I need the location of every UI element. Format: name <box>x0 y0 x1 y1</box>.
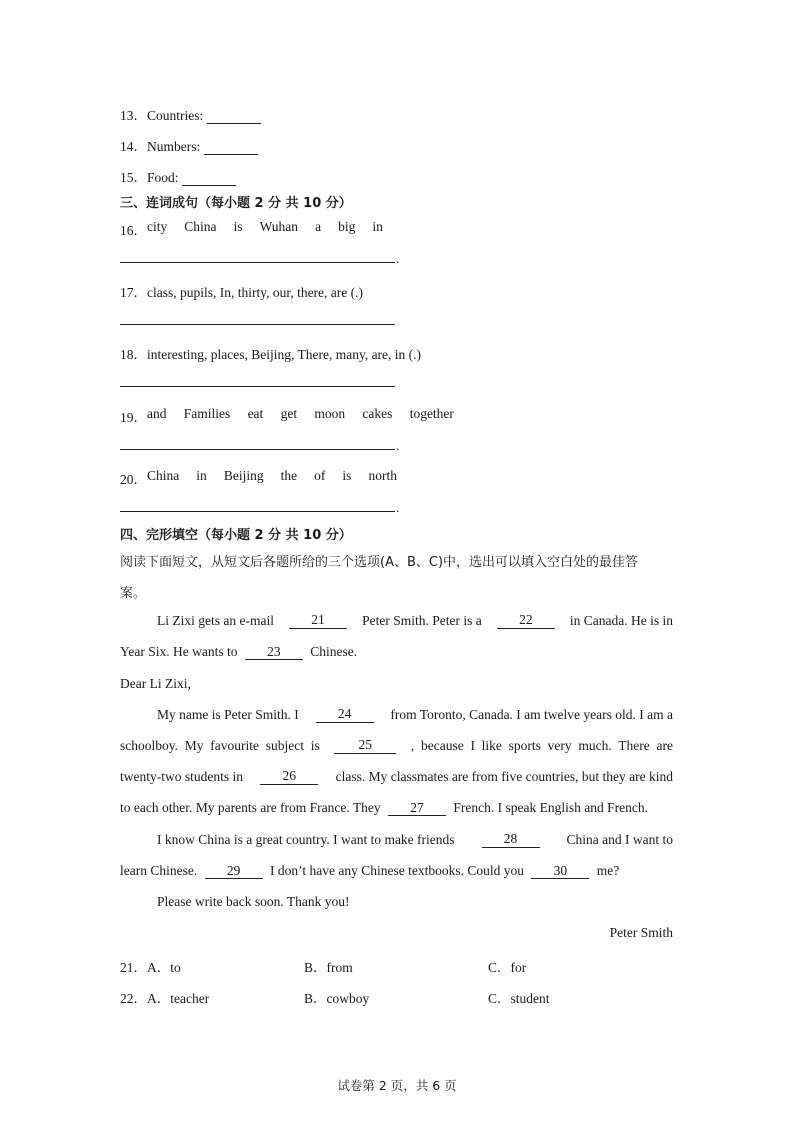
question-14 <box>120 135 258 155</box>
passage-text: in Canada. He is in <box>569 613 673 628</box>
question-text: interesting, places, Beijing, There, many, are, in (.) <box>147 347 422 362</box>
letter-greeting: Dear Li Zixi, <box>120 676 191 691</box>
passage-text: learn Chinese. <box>120 863 198 878</box>
option-b[interactable]: B．from <box>304 960 353 975</box>
blank-25[interactable]: 25 <box>334 738 396 754</box>
section-3-heading: 三、连词成句（每小题 2 分 共 10 分） <box>120 196 352 211</box>
passage-line <box>120 644 357 660</box>
question-15 <box>120 166 236 186</box>
passage-text: Li Zixi gets an e-mail <box>157 613 274 628</box>
word: is <box>342 468 352 483</box>
passage-text: Year Six. He wants to <box>120 644 238 659</box>
answer-blank[interactable] <box>207 109 261 124</box>
passage-text: My name is Peter Smith. I <box>157 707 299 722</box>
page-footer: 试卷第 2 页，共 6 页 <box>337 1078 457 1093</box>
question-16-words <box>147 219 383 235</box>
question-number: 17． <box>120 285 147 300</box>
option-a[interactable]: A．teacher <box>147 991 210 1006</box>
period-mark: . <box>396 438 400 453</box>
word: in <box>196 468 207 483</box>
word: is <box>233 219 243 234</box>
question-label: Numbers: <box>147 139 201 154</box>
word: north <box>368 468 397 483</box>
word: China <box>147 468 180 483</box>
word: big <box>338 219 356 234</box>
blank-26[interactable]: 26 <box>260 769 318 785</box>
word: a <box>315 219 322 234</box>
section-4-heading: 四、完形填空（每小题 2 分 共 10 分） <box>120 528 352 543</box>
word: get <box>280 406 298 421</box>
question-label: Countries: <box>147 108 204 123</box>
passage-text: China and I want to <box>566 832 673 847</box>
passage-text: twenty-two students in <box>120 769 243 784</box>
passage-text: schoolboy. My favourite subject is <box>120 738 320 753</box>
question-20-words <box>147 468 397 484</box>
letter-signature: Peter Smith <box>609 925 673 940</box>
question-number: 21． <box>120 960 147 975</box>
passage-line <box>120 769 673 785</box>
answer-blank[interactable] <box>204 140 258 155</box>
word: in <box>372 219 383 234</box>
answer-line[interactable] <box>120 511 395 512</box>
question-number: 15． <box>120 170 147 185</box>
option-row-22 <box>120 987 209 1007</box>
question-label: Food: <box>147 170 179 185</box>
passage-text: , because I like sports very much. There are <box>410 738 673 753</box>
question-19-words <box>147 406 454 422</box>
blank-21[interactable]: 21 <box>289 613 347 629</box>
question-20 <box>120 468 147 488</box>
passage-text: I don’t have any Chinese textbooks. Could you <box>269 863 524 878</box>
question-18 <box>120 343 421 363</box>
word: moon <box>314 406 346 421</box>
instruction-text: 阅读下面短文，从短文后各题所给的三个选项(A、B、C)中，选出可以填入空白处的最佳答 <box>120 555 639 570</box>
question-number: 22． <box>120 991 147 1006</box>
blank-28[interactable]: 28 <box>482 832 540 848</box>
question-19 <box>120 406 147 426</box>
word: the <box>280 468 298 483</box>
word: cakes <box>362 406 393 421</box>
option-b[interactable]: B．cowboy <box>304 991 370 1006</box>
word: Wuhan <box>259 219 299 234</box>
option-row-21 <box>120 956 181 976</box>
passage-line <box>120 800 648 816</box>
passage-text: French. I speak English and French. <box>453 800 648 815</box>
word: Beijing <box>223 468 264 483</box>
word: city <box>147 219 168 234</box>
question-number: 20． <box>120 472 147 487</box>
passage-text: me? <box>596 863 620 878</box>
passage-line <box>120 707 673 723</box>
question-17 <box>120 281 363 301</box>
blank-23[interactable]: 23 <box>245 645 303 660</box>
question-number: 16． <box>120 223 147 238</box>
period-mark: . <box>396 500 400 515</box>
instruction-text-cont: 案。 <box>120 586 147 601</box>
question-16 <box>120 219 147 239</box>
word: and <box>147 406 167 421</box>
passage-text: Chinese. <box>310 644 358 659</box>
question-text: class, pupils, In, thirty, our, there, are (.) <box>147 285 364 300</box>
option-a[interactable]: A．to <box>147 960 181 975</box>
question-number: 18． <box>120 347 147 362</box>
passage-line <box>120 613 673 629</box>
passage-text: from Toronto, Canada. I am twelve years old. I am a <box>390 707 673 722</box>
word: eat <box>247 406 264 421</box>
answer-line[interactable] <box>120 386 395 387</box>
passage-text: Peter Smith. Peter is a <box>362 613 482 628</box>
blank-30[interactable]: 30 <box>531 864 589 879</box>
passage-line <box>120 832 673 848</box>
passage-line <box>120 863 619 879</box>
passage-text: class. My classmates are from five countries, but they are kind <box>335 769 673 784</box>
question-number: 14． <box>120 139 147 154</box>
answer-line[interactable] <box>120 324 395 325</box>
question-13 <box>120 104 261 124</box>
answer-line[interactable] <box>120 449 395 450</box>
question-number: 19． <box>120 410 147 425</box>
word: together <box>409 406 454 421</box>
answer-blank[interactable] <box>182 171 236 186</box>
passage-text: to each other. My parents are from France. They <box>120 800 381 815</box>
blank-22[interactable]: 22 <box>497 613 555 629</box>
passage-line <box>120 738 673 754</box>
question-number: 13． <box>120 108 147 123</box>
period-mark: . <box>396 251 400 266</box>
blank-29[interactable]: 29 <box>205 864 263 879</box>
letter-closing: Please write back soon. Thank you! <box>157 894 350 909</box>
blank-24[interactable]: 24 <box>316 707 374 723</box>
passage-text: I know China is a great country. I want to make friends <box>157 832 455 847</box>
word: China <box>184 219 217 234</box>
option-c[interactable]: C．for <box>488 960 527 975</box>
blank-27[interactable]: 27 <box>388 801 446 816</box>
option-c[interactable]: C．student <box>488 991 550 1006</box>
word: of <box>314 468 326 483</box>
answer-line[interactable] <box>120 262 395 263</box>
word: Families <box>183 406 231 421</box>
